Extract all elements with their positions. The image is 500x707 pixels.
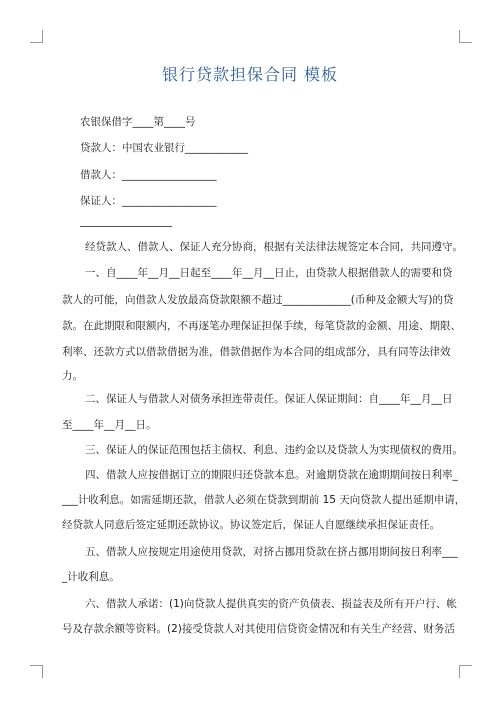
- crop-mark-top-left: [30, 30, 43, 43]
- borrower-line: 借款人：__________________: [80, 169, 217, 181]
- crop-mark-bottom-left: [30, 665, 43, 678]
- clause-1-line-2: 款人的可能，向借款人发放最高贷款限额不超过_____________(币种及金额大写)的贷: [62, 294, 454, 306]
- clause-1-line-5: 力。: [62, 370, 83, 382]
- lender-line: 贷款人：中国农业银行____________: [80, 142, 248, 154]
- clause-2-line-2: 至____年__月__日。: [62, 419, 157, 431]
- clause-3: 三、保证人的保证范围包括主债权、利息、违约金以及贷款人为实现债权的费用。: [85, 444, 463, 456]
- contract-number-line: 农银保借字____第____号: [80, 116, 196, 128]
- clause-1-line-1: 一、自____年__月__日起至____年__月__日止，由贷款人根据借款人的需要和贷: [85, 267, 453, 279]
- separator-line: [80, 226, 172, 227]
- intro-paragraph: 经贷款人、借款人、保证人充分协商，根据有关法律法规签定本合同，共同遵守。: [85, 241, 463, 253]
- clause-6-line-1: 六、借款人承诺：(1)向贷款人提供真实的资产负债表、损益表及所有开户行、帐: [85, 598, 457, 610]
- crop-mark-bottom-right: [459, 665, 472, 678]
- clause-4-line-3: 经贷款人同意后签定延期还款协议。协议签定后，保证人自愿继续承担保证责任。: [62, 519, 440, 531]
- clause-5-line-1: 五、借款人应按规定用途使用贷款，对挤占挪用贷款在挤占挪用期间按日利率___: [85, 546, 458, 558]
- clause-5-line-2: _计收利息。: [62, 571, 120, 583]
- guarantor-line: 保证人：__________________: [80, 195, 217, 207]
- crop-mark-top-right: [459, 30, 472, 43]
- clause-1-line-3: 款。在此期限和限额内，不再逐笔办理保证担保手续，每笔贷款的金额、用途、期限、: [62, 320, 461, 332]
- clause-1-line-4: 利率、还款方式以借款借据为准，借款借据作为本合同的组成部分，具有同等法律效: [62, 346, 451, 358]
- clause-4-line-2: ___计收利息。如需延期还款，借款人必须在贷款到期前 15 天向贷款人提出延期申请，: [62, 494, 466, 506]
- clause-4-line-1: 四、借款人应按借据订立的期限归还贷款本息。对逾期贷款在逾期期间按日利率_: [85, 469, 458, 481]
- document-title: 银行贷款担保合同 模板: [161, 65, 339, 84]
- clause-6-line-2: 号及存款余额等资料。(2)接受贷款人对其使用信贷资金情况和有关生产经营、财务活: [62, 623, 455, 635]
- clause-2-line-1: 二、保证人与借款人对债务承担连带责任。保证人保证期间：自____年__月__日: [85, 393, 453, 405]
